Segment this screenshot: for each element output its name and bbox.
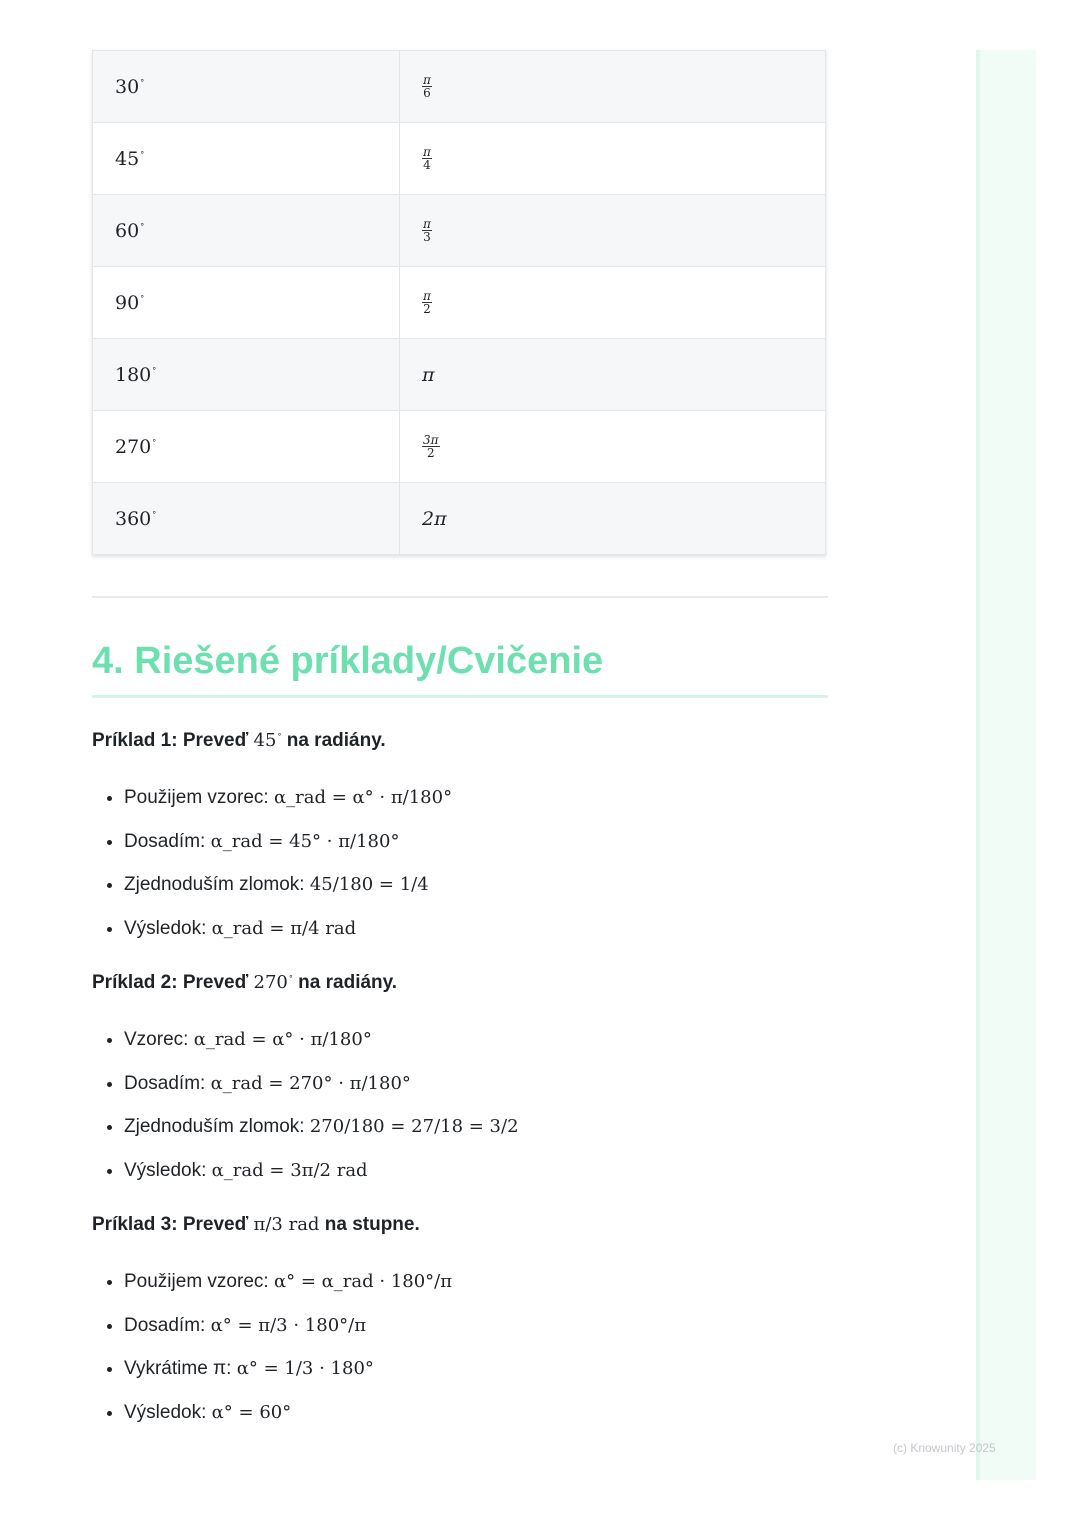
degree-cell: 360° — [93, 483, 400, 555]
radian-cell: $\frac{\pi}{4}$ — [400, 123, 826, 195]
table-row — [93, 123, 826, 195]
section-heading: 4. Riešené príklady/Cvičenie — [92, 640, 828, 698]
degree-cell: 270° — [93, 411, 400, 483]
example-3-steps — [92, 1268, 452, 1442]
table-row — [93, 51, 826, 123]
radian-cell: $\frac{3\pi}{2}$ — [400, 411, 826, 483]
radian-cell: 2π — [400, 483, 826, 555]
radian-cell: π — [400, 339, 826, 411]
section-divider — [92, 596, 828, 598]
list-item: • Dosadím: α° = π/3 · 180°/π — [124, 1312, 452, 1356]
list-item: • Výsledok: α° = 60° — [124, 1399, 452, 1443]
list-item: • Dosadím: α_rad = 45° · π/180° — [124, 828, 452, 872]
table-row — [93, 339, 826, 411]
radian-cell: $\frac{\pi}{6}$ — [400, 51, 826, 123]
list-item: • Použijem vzorec: α_rad = α° · π/180° — [124, 784, 452, 828]
radian-cell: $\frac{\pi}{3}$ — [400, 195, 826, 267]
radian-cell: $\frac{\pi}{2}$ — [400, 267, 826, 339]
list-item: • Zjednoduším zlomok: 270/180 = 27/18 = 3/2 — [124, 1113, 519, 1157]
list-item: • Použijem vzorec: α° = α_rad · 180°/π — [124, 1268, 452, 1312]
list-item: • Vzorec: α_rad = α° · π/180° — [124, 1026, 519, 1070]
degree-cell: 180° — [93, 339, 400, 411]
list-item: • Výsledok: α_rad = π/4 rad — [124, 915, 452, 959]
list-item: • Vykrátime π: α° = 1/3 · 180° — [124, 1355, 452, 1399]
degree-cell: 60° — [93, 195, 400, 267]
side-panel-strip — [976, 50, 1036, 1480]
copyright-footer: (c) Knowunity 2025 — [893, 1441, 996, 1455]
table-row — [93, 411, 826, 483]
example-2-title: Príklad 2: Preveď 270° na radiány. — [92, 972, 398, 993]
degree-cell: 45° — [93, 123, 400, 195]
example-2-steps — [92, 1026, 519, 1200]
example-1-steps — [92, 784, 452, 958]
conversion-table — [92, 50, 826, 555]
example-3-title: Príklad 3: Preveď π/3 rad na stupne. — [92, 1214, 420, 1235]
table-row — [93, 267, 826, 339]
table-row — [93, 483, 826, 555]
degree-cell: 30° — [93, 51, 400, 123]
degree-cell: 90° — [93, 267, 400, 339]
table-row — [93, 195, 826, 267]
list-item: • Dosadím: α_rad = 270° · π/180° — [124, 1070, 519, 1114]
example-1-title: Príklad 1: Preveď 45° na radiány. — [92, 730, 386, 751]
list-item: • Výsledok: α_rad = 3π/2 rad — [124, 1157, 519, 1201]
list-item: • Zjednoduším zlomok: 45/180 = 1/4 — [124, 871, 452, 915]
